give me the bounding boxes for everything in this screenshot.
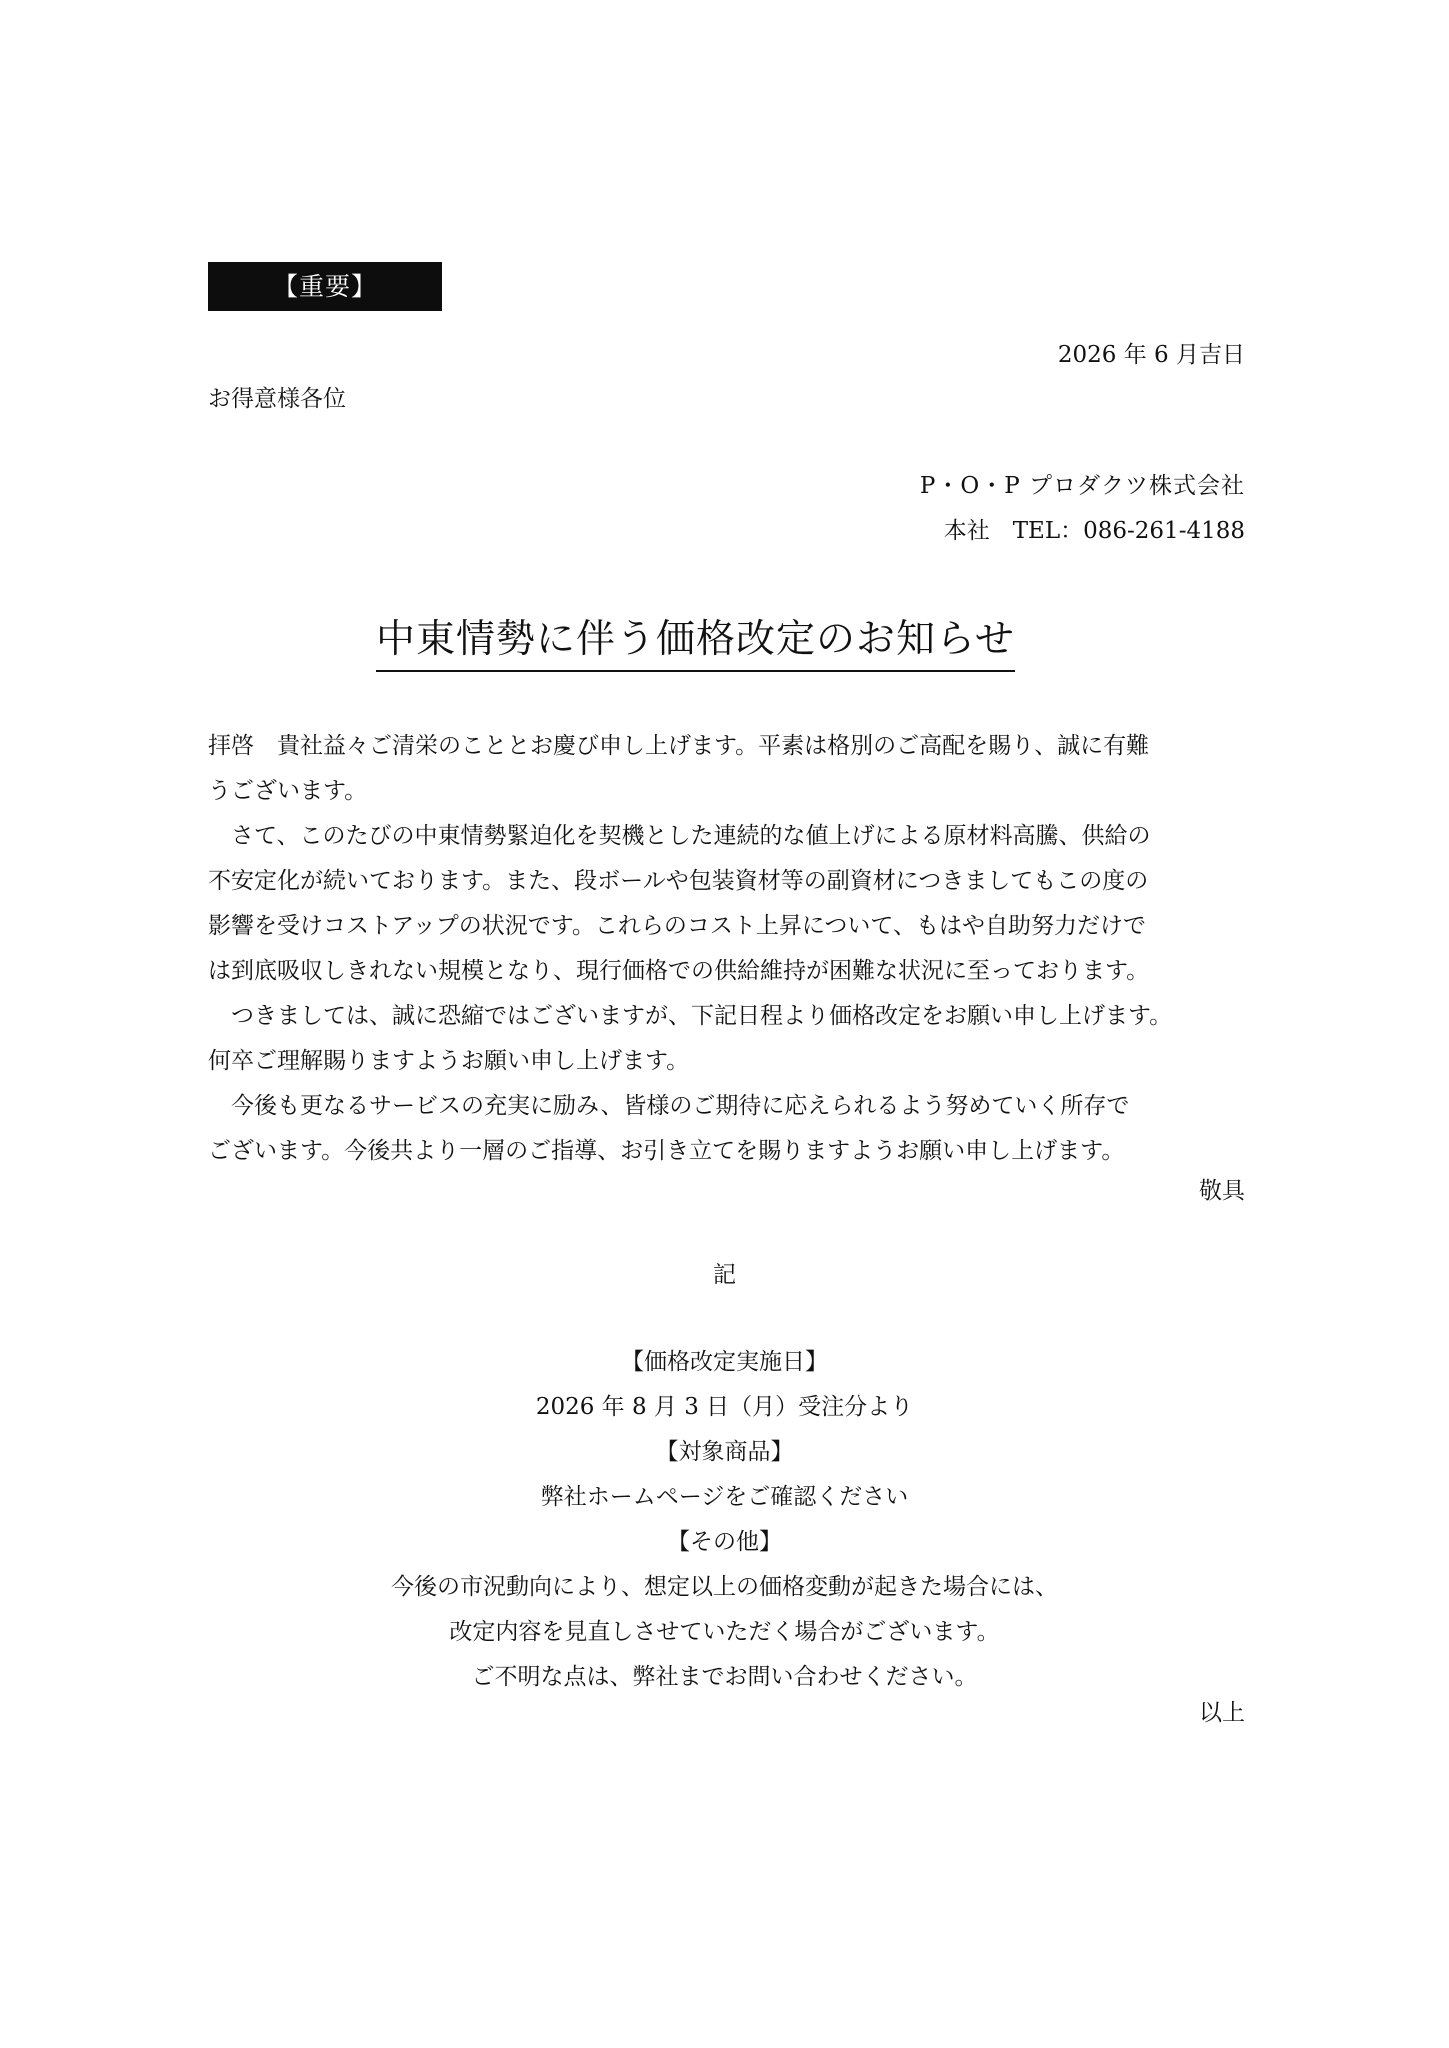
ki-heading: 記 [713, 1262, 736, 1288]
other-note-line: 今後の市況動向により、想定以上の価格変動が起きた場合には、 [391, 1574, 1058, 1600]
body-line: うございます。 [208, 778, 368, 804]
sender-company: P・O・P プロダクツ株式会社 [919, 473, 1245, 499]
body-line: ございます。今後共より一層のご指導、お引き立てを賜りますようお願い申し上げます。 [208, 1138, 1125, 1164]
sender-contact: 本社 TEL：086-261-4188 [943, 518, 1245, 544]
body-line: つきましては、誠に恐縮ではございますが、下記日程より価格改定をお願い申し上げます。 [208, 1003, 1173, 1029]
important-badge: 【重要】 [208, 262, 442, 311]
body-line: さて、このたびの中東情勢緊迫化を契機とした連続的な値上げによる原材料高騰、供給の [208, 823, 1151, 849]
addressee: お得意様各位 [208, 386, 346, 412]
body-line: 不安定化が続いております。また、段ボールや包装資材等の副資材につきましてもこの度の [208, 868, 1149, 894]
notice-title: 中東情勢に伴う価格改定のお知らせ [376, 608, 1015, 672]
detail-heading-other: 【その他】 [667, 1529, 782, 1555]
body-line: 影響を受けコストアップの状況です。これらのコスト上昇について、もはや自助努力だけで [208, 913, 1146, 939]
detail-heading-effective-date: 【価格改定実施日】 [621, 1349, 828, 1375]
end-marker: 以上 [1199, 1700, 1245, 1726]
detail-heading-products: 【対象商品】 [655, 1439, 794, 1465]
other-note-line: 改定内容を見直しさせていただく場合がございます。 [449, 1619, 1000, 1645]
letter-body [208, 724, 1248, 1174]
details-section [0, 1340, 1449, 1700]
document-date: 2026 年 6 月吉日 [1057, 342, 1245, 368]
body-line: は到底吸収しきれない規模となり、現行価格での供給維持が困難な状況に至っております。 [208, 958, 1150, 984]
other-note-line: ご不明な点は、弊社までお問い合わせください。 [471, 1664, 978, 1690]
closing-keigu: 敬具 [1199, 1178, 1245, 1204]
body-line: 拝啓 貴社益々ご清栄のこととお慶び申し上げます。平素は格別のご高配を賜り、誠に有難 [208, 733, 1150, 759]
effective-date: 2026 年 8 月 3 日（月）受注分より [535, 1394, 914, 1420]
body-line: 何卒ご理解賜りますようお願い申し上げます。 [208, 1048, 690, 1074]
products-note: 弊社ホームページをご確認ください [540, 1484, 909, 1510]
body-line: 今後も更なるサービスの充実に励み、皆様のご期待に応えられるよう努めていく所存で [208, 1093, 1130, 1119]
